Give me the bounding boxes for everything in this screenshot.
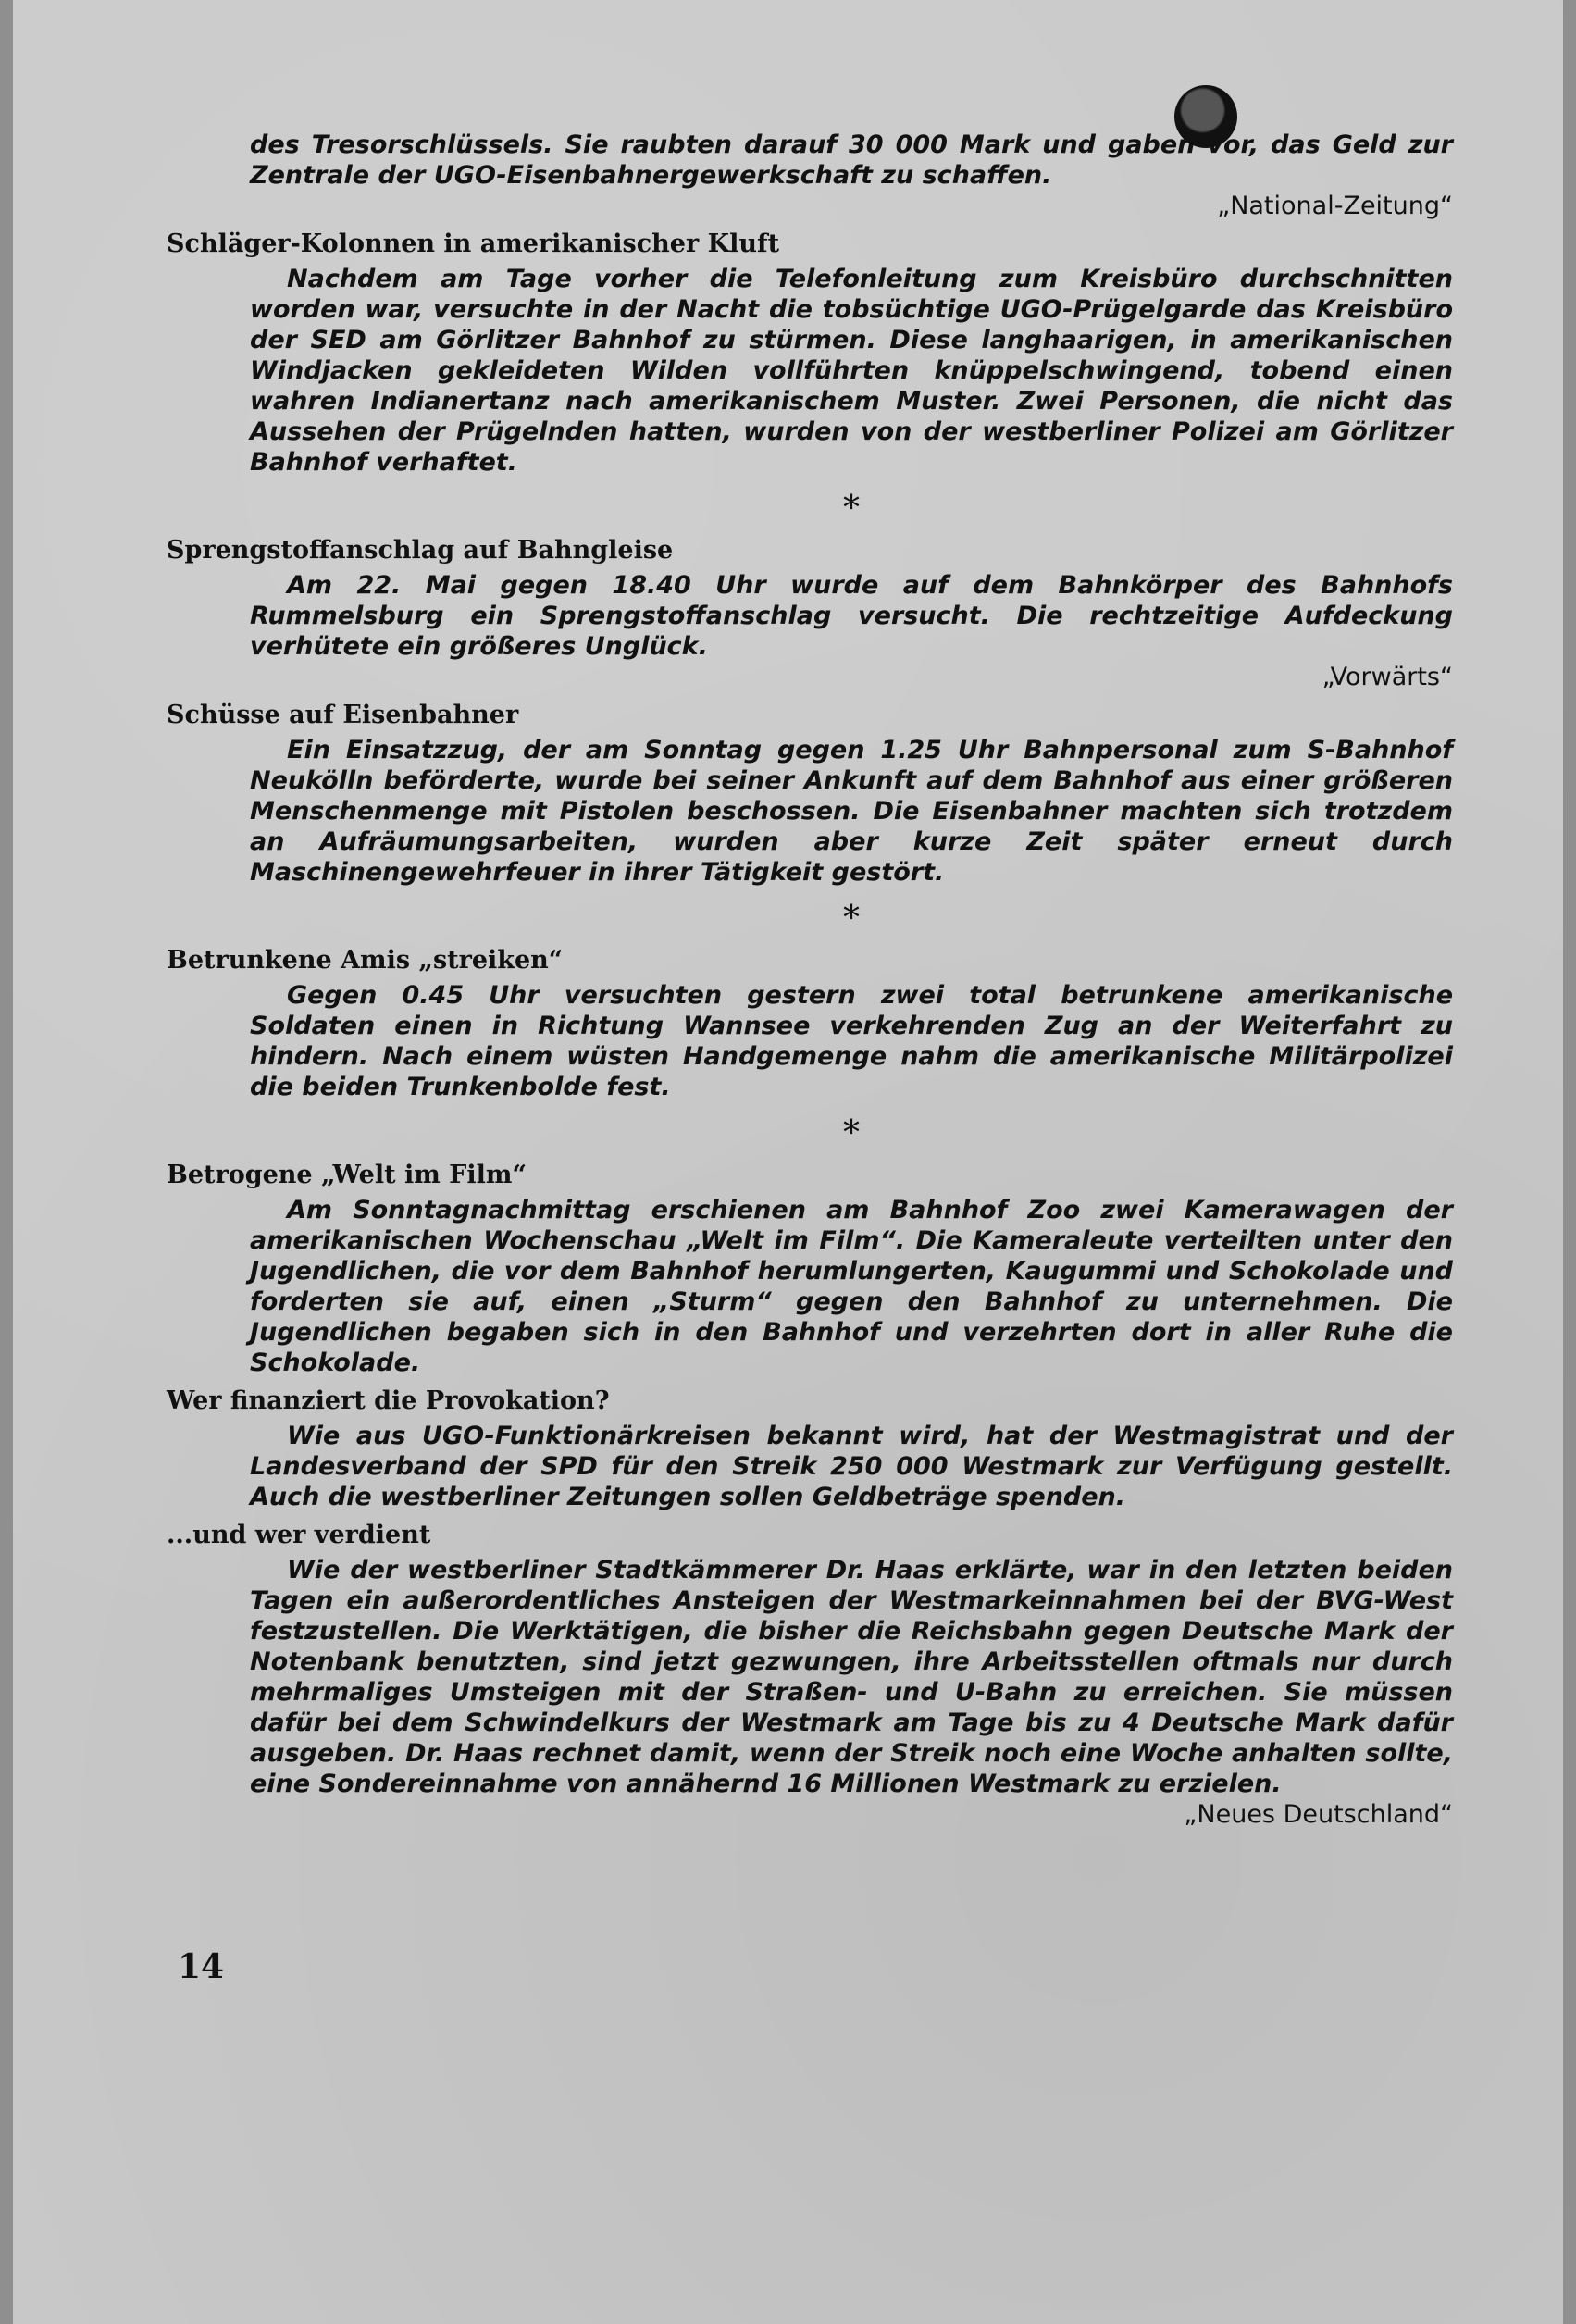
separator-star: * (843, 1114, 860, 1152)
separator-star: * (843, 900, 860, 938)
section-heading: Sprengstoffanschlag auf Bahngleise (167, 536, 674, 565)
separator-star: * (843, 490, 860, 528)
section-heading: Betrogene „Welt im Film“ (167, 1161, 527, 1189)
section-sprengstoff (167, 535, 1453, 692)
document-page (13, 0, 1563, 2324)
section-source: „Neues Deutschland“ (1184, 1800, 1453, 1829)
section-body: Ein Einsatzzug, der am Sonntag gegen 1.25 Uhr Bahnpersonal zum S-Bahnhof Neukölln beförderte, wurde bei seiner Ankunft auf dem Bahnhof aus einer größeren Menschenmenge mit Pistolen beschossen. Die Eisenbahner machten sich trotzdem an Aufräumungsarbeiten, wurden aber kurze Zeit später erneut durch Maschinengewehrfeuer in ihrer Tätigkeit gestört. (250, 736, 1453, 887)
section-heading: Schläger-Kolonnen in amerikanischer Kluft (167, 230, 780, 258)
section-body: Am Sonntagnachmittag erschienen am Bahnhof Zoo zwei Kamerawagen der amerikanischen Wochenschau „Welt im Film“. Die Kameraleute verteilten unter den Jugendlichen, die vor dem Bahnhof herumlungerten, Kaugummi und Schokolade und forderten sie auf, einen „Sturm“ gegen den Bahnhof zu unternehmen. Die Jugendlichen begaben sich in den Bahnhof und verzehrten dort in aller Ruhe die Schokolade. (250, 1196, 1453, 1377)
section-betrogene (167, 1160, 1453, 1378)
page-number: 14 (178, 1947, 225, 1986)
section-body: Am 22. Mai gegen 18.40 Uhr wurde auf dem Bahnkörper des Bahnhofs Rummelsburg ein Sprengstoffanschlag versucht. Die rechtzeitige Aufdeckung verhütete ein größeres Unglück. (250, 571, 1453, 661)
section-finanziert (167, 1386, 1453, 1512)
article-column (167, 130, 1453, 1830)
section-heading: Betrunkene Amis „streiken“ (167, 946, 564, 975)
section-body: Gegen 0.45 Uhr versuchten gestern zwei total betrunkene amerikanische Soldaten einen in Richtung Wannsee verkehrenden Zug an der Weiterfahrt zu hindern. Nach einem wüsten Handgemenge nahm die amerikanische Militärpolizei die beiden Trunkenbolde fest. (250, 981, 1453, 1101)
intro-paragraph: des Tresorschlüssels. Sie raubten darauf 30 000 Mark und gaben vor, das Geld zur Zentrale der UGO-Eisenbahnergewerkschaft zu schaffen. (250, 130, 1453, 190)
intro-source: „National-Zeitung“ (1217, 192, 1453, 220)
section-schuesse (167, 700, 1453, 888)
section-betrunkene (167, 945, 1453, 1102)
section-body: Nachdem am Tage vorher die Telefonleitung zum Kreisbüro durchschnitten worden war, versuchte in der Nacht die tobsüchtige UGO-Prügelgarde das Kreisbüro der SED am Görlitzer Bahnhof zu stürmen. Diese langhaarigen, in amerikanischen Windjacken gekleideten Wilden vollführten knüppelschwingend, tobend einen wahren Indianertanz nach amerikanischem Muster. Zwei Personen, die nicht das Aussehen der Prügelnden hatten, wurden von der westberliner Polizei am Görlitzer Bahnhof verhaftet. (250, 265, 1453, 477)
section-heading: Schüsse auf Eisenbahner (167, 701, 519, 729)
section-schlaeger (167, 229, 1453, 478)
section-body: Wie der westberliner Stadtkämmerer Dr. Haas erklärte, war in den letzten beiden Tagen ein außerordentliches Ansteigen der Westmarkeinnahmen bei der BVG-West festzustellen. Die Werktätigen, die bisher die Reichsbahn gegen Deutsche Mark der Notenbank benutzten, sind jetzt gezwungen, ihre Arbeitsstellen oftmals nur durch mehrmaliges Umsteigen mit der Straßen- und U-Bahn zu erreichen. Sie müssen dafür bei dem Schwindelkurs der Westmark am Tage bis zu 4 Deutsche Mark dafür ausgeben. Dr. Haas rechnet damit, wenn der Streik noch eine Woche anhalten sollte, eine Sondereinnahme von annähernd 16 Millionen Westmark zu erzielen. (250, 1556, 1453, 1798)
section-source: „Vorwärts“ (1322, 663, 1453, 691)
section-body: Wie aus UGO-Funktionärkreisen bekannt wird, hat der Westmagistrat und der Landesverband der SPD für den Streik 250 000 Westmark zur Verfügung gestellt. Auch die westberliner Zeitungen sollen Geldbeträge spenden. (250, 1422, 1453, 1511)
section-verdient (167, 1520, 1453, 1830)
section-heading: ...und wer verdient (167, 1521, 431, 1549)
section-heading: Wer finanziert die Provokation? (167, 1386, 610, 1415)
